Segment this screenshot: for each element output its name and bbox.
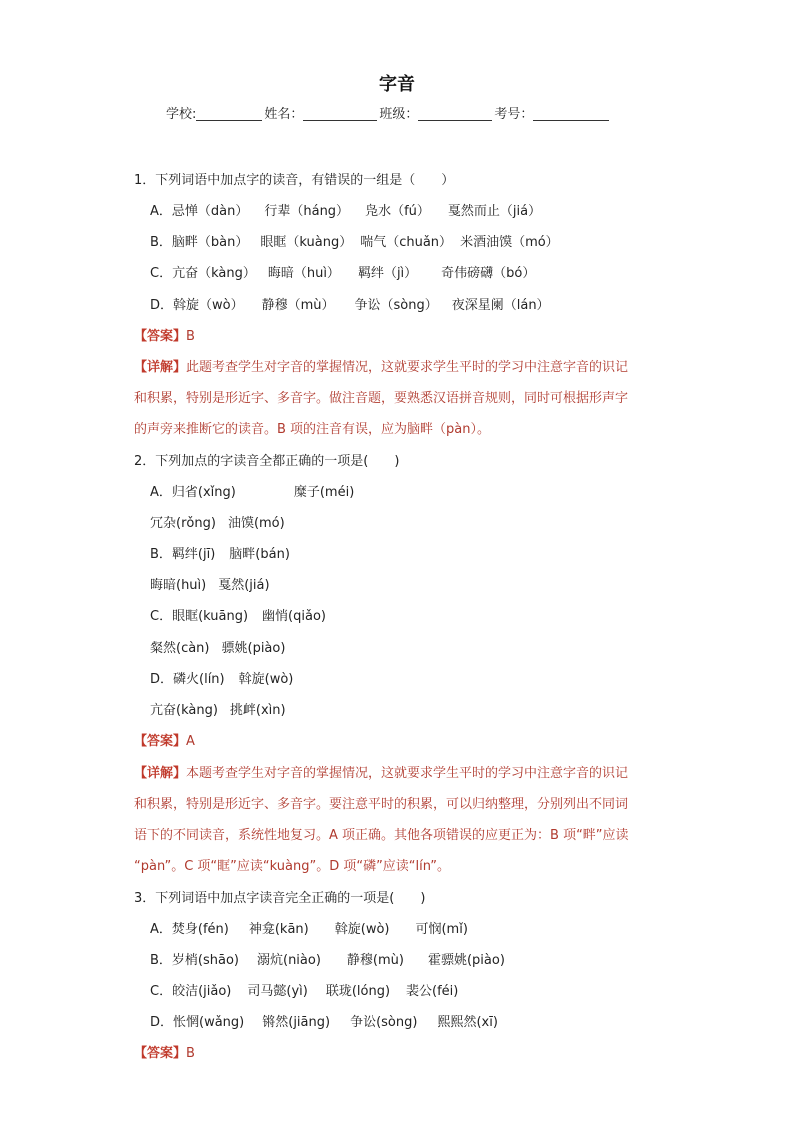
q2-c-2: 幽悄(qiǎo) [262,609,326,624]
q2-detail-text-1: 本题考查学生对字音的掌握情况，这就要求学生平时的学习中注意字音的识记 [186,766,629,781]
q2-line-4 [150,577,270,595]
q1-a-2: 行辈（háng） [264,204,350,219]
q3-d-1: D．怅惘(wǎng) [150,1015,245,1030]
q2-answer-tag: 【答案】 [134,734,187,749]
class-label: 班级： [379,107,419,122]
student-info-row [166,103,611,122]
q2-stem: 2．下列加点的字读音全都正确的一项是( ) [134,454,400,469]
q2-d-1: D．磷火(lín) [150,672,225,687]
page-title: 字音 [379,74,415,95]
q2-c-3: 粲然(càn) [150,641,210,656]
q3-option-c [150,983,458,1001]
q2-b-2: 脑畔(bán) [229,547,290,562]
q3-c-3: 联珑(lóng) [325,984,391,999]
q1-b-3: 喘气（chuǎn） [360,235,453,250]
q1-c-3: 羁绊（jì） [357,266,418,281]
q3-option-d [150,1014,498,1032]
q3-a-3: 斡旋(wò) [334,922,390,937]
q2-d-4: 挑衅(xìn) [229,703,286,718]
q2-line-1 [150,484,354,502]
school-field[interactable] [196,106,262,121]
number-label: 考号： [494,107,534,122]
school-label: 学校: [166,107,197,122]
q1-option-d [150,297,550,315]
q1-b-4: 米酒油馍（mó） [460,235,559,250]
q1-b-2: 眼眶（kuàng） [260,235,353,250]
q1-detail-line-1 [134,359,628,377]
q3-c-4: 裴公(féi) [406,984,459,999]
q2-detail-line-3: 语下的不同读音，系统性地复习。A 项正确。其他各项错误的应更正为：B 项“畔”应读 [134,828,629,843]
q2-b-4: 戛然(jiá) [218,578,270,593]
q2-detail-line-4: “pàn”。C 项“眶”应读“kuàng”。D 项“磷”应读“lín”。 [134,859,451,874]
q2-line-5 [150,608,326,626]
q1-option-a [150,203,541,221]
q2-detail-line-1 [134,765,628,783]
class-field[interactable] [418,106,492,121]
q1-d-1: D．斡旋（wò） [150,298,244,313]
q2-a-3: 冗杂(rǒng) [150,516,216,531]
q1-detail-line-2: 和积累，特别是形近字、多音字。做注音题，要熟悉汉语拼音规则，同时可根据形声字 [134,391,629,406]
q1-detail-tag: 【详解】 [134,360,187,375]
q2-b-3: 晦暗(huì) [150,578,207,593]
q3-b-4: 霍骠姚(piào) [427,953,505,968]
q1-c-4: 奇伟磅礴（bó） [441,266,536,281]
q2-a-2: 糜子(méi) [293,485,355,500]
q3-option-b [150,952,505,970]
q2-line-6 [150,640,285,658]
q3-option-a [150,921,468,939]
q3-answer-tag: 【答案】 [134,1046,187,1061]
q3-d-4: 熙熙然(xī) [437,1015,498,1030]
q3-a-4: 可悯(mǐ) [415,922,468,937]
q1-c-1: C．亢奋（kàng） [150,266,256,281]
name-label: 姓名： [264,107,304,122]
q1-c-2: 晦暗（huì） [267,266,340,281]
q1-detail-line-3: 的声旁来推断它的读音。B 项的注音有误，应为脑畔（pàn）。 [134,422,491,437]
q1-a-3: 凫水（fú） [365,204,430,219]
number-field[interactable] [533,106,609,121]
q1-a-1: A．忌惮（dàn） [150,204,249,219]
q1-answer-tag: 【答案】 [134,329,187,344]
q1-d-3: 争讼（sòng） [354,298,438,313]
q2-answer-value: A [186,734,195,749]
q2-b-1: B．羁绊(jī) [150,547,216,562]
q2-answer [134,733,195,751]
q3-answer-value: B [186,1046,195,1061]
q1-detail-text-1: 此题考查学生对字音的掌握情况，这就要求学生平时的学习中注意字音的识记 [186,360,629,375]
q3-a-2: 神龛(kān) [248,922,309,937]
q3-b-3: 静穆(mù) [346,953,404,968]
q3-d-3: 争讼(sòng) [350,1015,418,1030]
q2-d-2: 斡旋(wò) [238,672,294,687]
q1-a-4: 戛然而止（jiá） [447,204,542,219]
q1-option-c [150,265,535,283]
q3-answer [134,1045,195,1063]
q3-a-1: A．焚身(fén) [150,922,229,937]
q2-line-7 [150,671,293,689]
q2-c-4: 骠姚(piào) [221,641,286,656]
q2-detail-line-2: 和积累，特别是形近字、多音字。要注意平时的积累，可以归纳整理，分别列出不同词 [134,797,629,812]
q1-option-b [150,234,559,252]
q2-a-4: 油馍(mó) [227,516,285,531]
q3-b-2: 溺炕(niào) [257,953,321,968]
q1-d-4: 夜深星阑（lán） [451,298,550,313]
q1-d-2: 静穆（mù） [261,298,335,313]
name-field[interactable] [303,106,377,121]
q2-d-3: 亢奋(kàng) [150,703,218,718]
q3-b-1: B．岁梢(shāo) [150,953,239,968]
q3-c-2: 司马懿(yì) [247,984,308,999]
q3-c-1: C．皎洁(jiǎo) [150,984,232,999]
q2-a-1: A．归省(xǐng) [150,485,236,500]
q1-stem: 1．下列词语中加点字的读音，有错误的一组是（ ） [134,173,455,188]
q2-line-3 [150,546,290,564]
q3-stem: 3．下列词语中加点字读音完全正确的一项是( ) [134,891,426,906]
q2-detail-tag: 【详解】 [134,766,187,781]
q1-b-1: B．脑畔（bàn） [150,235,249,250]
q1-answer-value: B [186,329,195,344]
q2-line-2 [150,515,285,533]
q2-c-1: C．眼眶(kuāng) [150,609,249,624]
q1-answer [134,328,195,346]
q2-line-8 [150,702,286,720]
q3-d-2: 锵然(jiāng) [262,1015,331,1030]
